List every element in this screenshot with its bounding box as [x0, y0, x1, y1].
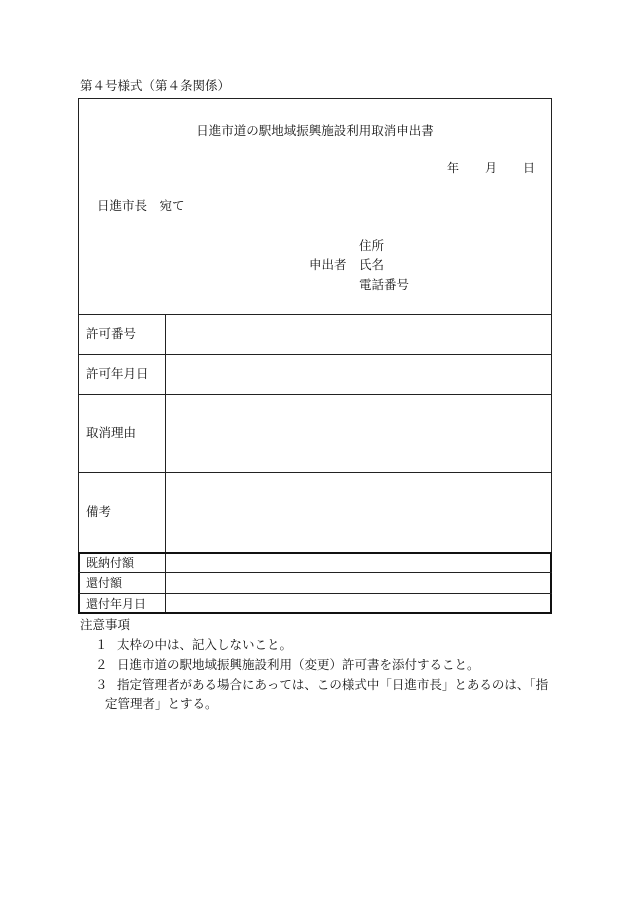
cancel-reason-field[interactable] [166, 395, 551, 471]
office-use-box [78, 552, 552, 614]
addressee: 日進市長 宛て [97, 198, 185, 213]
paid-amount-label: 既納付額 [86, 556, 135, 570]
note-number: ２ [95, 657, 108, 672]
note-number: ３ [95, 677, 108, 692]
applicant-name-label: 氏名 [359, 257, 385, 272]
remarks-label: 備考 [86, 504, 112, 519]
form-number-label: 第４号様式（第４条関係） [80, 78, 231, 93]
row-divider [78, 593, 552, 594]
notes-title: 注意事項 [80, 617, 131, 632]
applicant-label: 申出者 [309, 257, 347, 272]
note-text: 日進市道の駅地域振興施設利用（変更）許可書を添付すること。 [117, 657, 480, 672]
applicant-address-label: 住所 [359, 238, 385, 253]
note-text-continued: 定管理者」とする。 [105, 696, 218, 711]
permit-number-label: 許可番号 [86, 326, 137, 341]
applicant-phone-label: 電話番号 [359, 277, 410, 292]
note-text: 指定管理者がある場合にあっては、この様式中「日進市長」とあるのは、「指 [117, 677, 549, 692]
note-number: １ [95, 637, 108, 652]
refund-amount-label: 還付額 [86, 576, 123, 590]
permit-date-field[interactable] [166, 355, 551, 393]
cancel-reason-label: 取消理由 [86, 425, 137, 440]
remarks-field[interactable] [166, 473, 551, 551]
date-year-label: 年 [447, 161, 460, 175]
date-day-label: 日 [523, 161, 536, 175]
permit-date-label: 許可年月日 [86, 366, 149, 381]
refund-date-label: 還付年月日 [86, 597, 147, 611]
permit-number-field[interactable] [166, 315, 551, 353]
date-month-label: 月 [485, 161, 498, 175]
row-divider [78, 572, 552, 573]
note-text: 太枠の中は、記入しないこと。 [117, 637, 293, 652]
document-title: 日進市道の駅地域振興施設利用取消申出書 [196, 123, 434, 138]
